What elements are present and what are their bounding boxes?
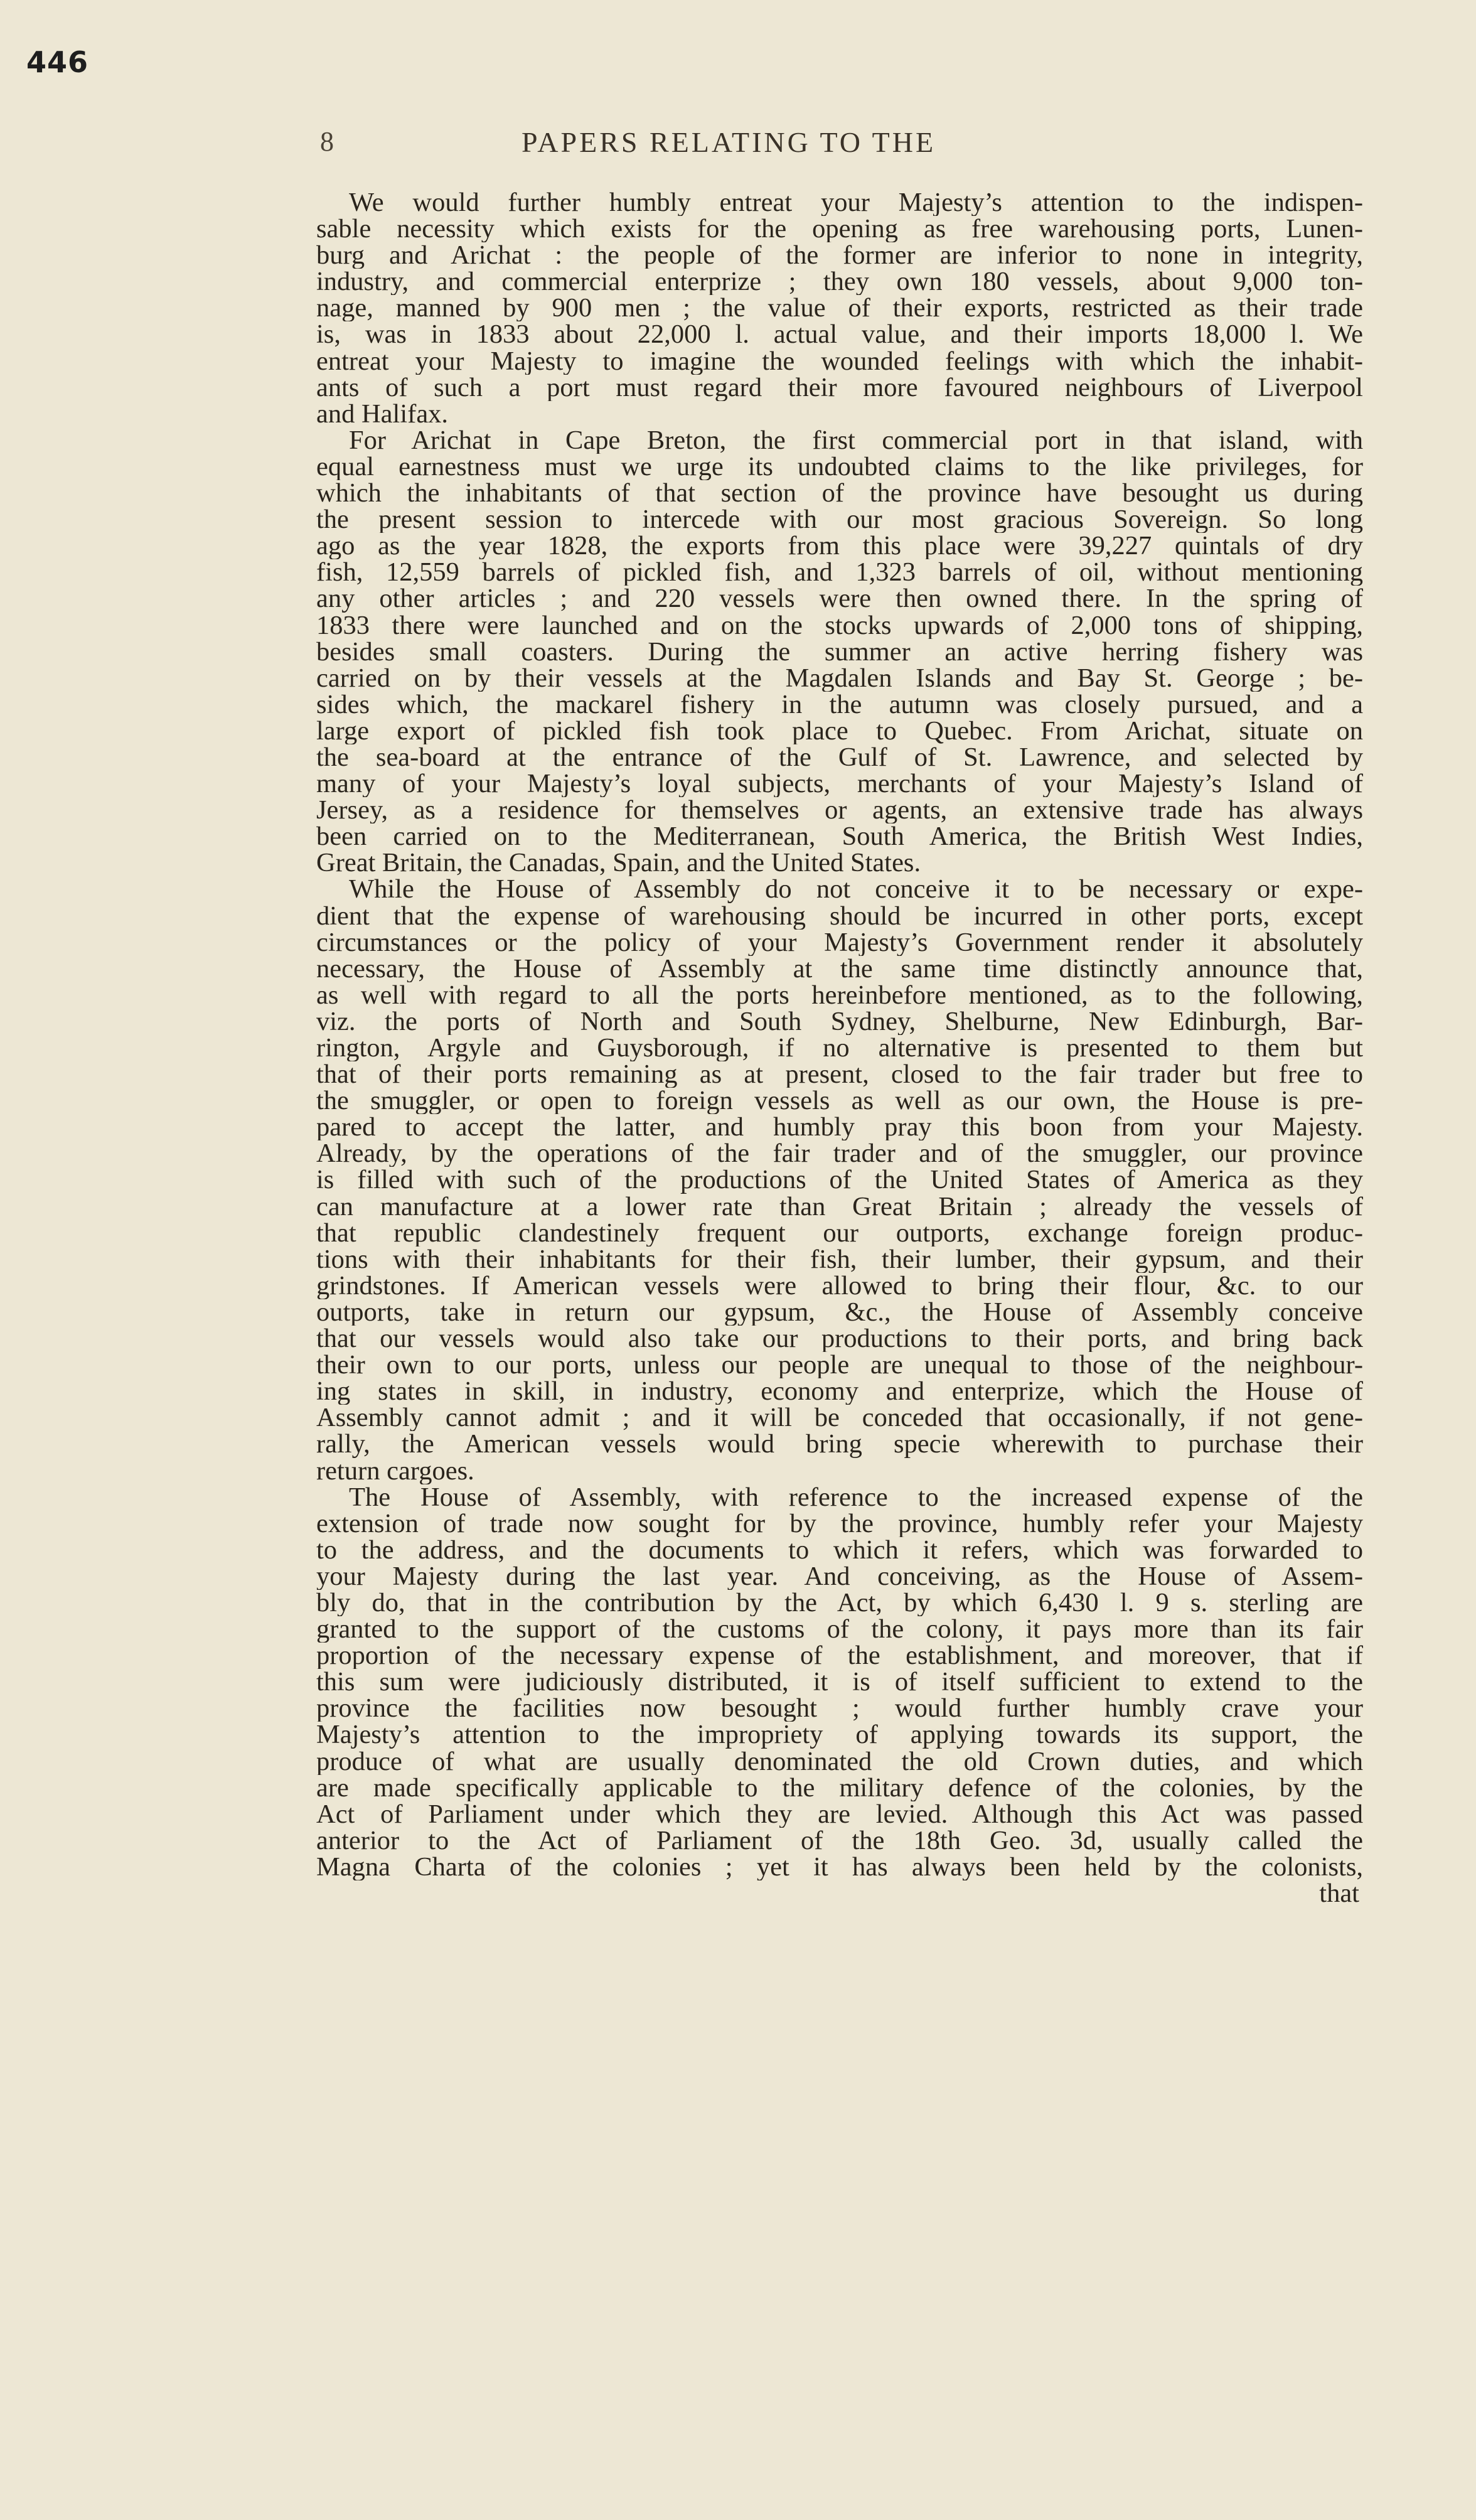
text-line: burg and Arichat : the people of the former are inferior to none in integrity, bbox=[316, 242, 1363, 269]
text-line: Act of Parliament under which they are levied. Although this Act was passed bbox=[316, 1801, 1363, 1828]
text-line: is filled with such of the productions of the United States of America as they bbox=[316, 1167, 1363, 1194]
text-line: Majesty’s attention to the impropriety of applying towards its support, the bbox=[316, 1722, 1363, 1749]
text-line: Jersey, as a residence for themselves or agents, an extensive trade has always bbox=[316, 797, 1363, 824]
text-line: extension of trade now sought for by the province, humbly refer your Majesty bbox=[316, 1510, 1363, 1537]
text-line: that our vessels would also take our productions to their ports, and bring back bbox=[316, 1326, 1363, 1353]
text-line: granted to the support of the customs of the colony, it pays more than its fair bbox=[316, 1616, 1363, 1643]
catchword: that bbox=[1319, 1879, 1359, 1908]
text-line: large export of pickled fish took place to Quebec. From Arichat, situate on bbox=[316, 717, 1363, 744]
text-line: Magna Charta of the colonies ; yet it has always been held by the colonists, bbox=[316, 1853, 1363, 1880]
text-line: the smuggler, or open to foreign vessels as well as our own, the House is pre- bbox=[316, 1088, 1363, 1115]
running-head bbox=[316, 126, 1141, 163]
text-line: produce of what are usually denominated the old Crown duties, and which bbox=[316, 1748, 1363, 1775]
text-line: rington, Argyle and Guysborough, if no alternative is presented to them but bbox=[316, 1035, 1363, 1062]
text-line: besides small coasters. During the summer an active herring fishery was bbox=[316, 638, 1363, 665]
text-line: Assembly cannot admit ; and it will be conceded that occasionally, if not gene- bbox=[316, 1405, 1363, 1432]
text-line: rally, the American vessels would bring specie wherewith to purchase their bbox=[316, 1431, 1363, 1458]
text-line: industry, and commercial enterprize ; they own 180 vessels, about 9,000 ton- bbox=[316, 269, 1363, 296]
body-text bbox=[316, 190, 1363, 1907]
text-line: their own to our ports, unless our people are unequal to those of the neighbour- bbox=[316, 1352, 1363, 1379]
running-title: PAPERS RELATING TO THE bbox=[521, 126, 936, 158]
text-line: ing states in skill, in industry, economy and enterprize, which the House of bbox=[316, 1378, 1363, 1405]
text-line: equal earnestness must we urge its undoubted claims to the like privileges, for bbox=[316, 453, 1363, 481]
text-line: province the facilities now besought ; would further humbly crave your bbox=[316, 1695, 1363, 1722]
text-line: bly do, that in the contribution by the Act, by which 6,430 l. 9 s. sterling are bbox=[316, 1589, 1363, 1617]
text-line: For Arichat in Cape Breton, the first commercial port in that island, with bbox=[349, 427, 1363, 454]
text-line: return cargoes. bbox=[316, 1457, 474, 1484]
text-line: ago as the year 1828, the exports from this place were 39,227 quintals of dry bbox=[316, 533, 1363, 560]
text-line: circumstances or the policy of your Majesty’s Government render it absolutely bbox=[316, 929, 1363, 956]
text-line: tions with their inhabitants for their fish, their lumber, their gypsum, and their bbox=[316, 1246, 1363, 1273]
text-line: this sum were judiciously distributed, it is of itself sufficient to extend to the bbox=[316, 1669, 1363, 1696]
text-line: is, was in 1833 about 22,000 l. actual value, and their imports 18,000 l. We bbox=[316, 321, 1363, 348]
text-line: viz. the ports of North and South Sydney, Shelburne, New Edinburgh, Bar- bbox=[316, 1008, 1363, 1035]
text-line: your Majesty during the last year. And conceiving, as the House of Assem- bbox=[316, 1563, 1363, 1590]
text-line: as well with regard to all the ports hereinbefore mentioned, as to the following, bbox=[316, 982, 1363, 1009]
text-line: We would further humbly entreat your Majesty’s attention to the indispen- bbox=[349, 190, 1363, 217]
text-line: any other articles ; and 220 vessels were then owned there. In the spring of bbox=[316, 586, 1363, 613]
text-line: necessary, the House of Assembly at the same time distinctly announce that, bbox=[316, 955, 1363, 982]
text-line: many of your Majesty’s loyal subjects, merchants of your Majesty’s Island of bbox=[316, 771, 1363, 798]
page-number: 8 bbox=[320, 126, 334, 157]
text-line: Already, by the operations of the fair trader and of the smuggler, our province bbox=[316, 1140, 1363, 1167]
text-line: are made specifically applicable to the military defence of the colonies, by the bbox=[316, 1774, 1363, 1801]
text-line: that republic clandestinely frequent our outports, exchange foreign produc- bbox=[316, 1220, 1363, 1247]
text-line: anterior to the Act of Parliament of the 18th Geo. 3d, usually called the bbox=[316, 1827, 1363, 1854]
text-line: grindstones. If American vessels were allowed to bring their flour, &c. to our bbox=[316, 1272, 1363, 1299]
text-line: pared to accept the latter, and humbly pray this boon from your Majesty. bbox=[316, 1114, 1363, 1141]
text-line: 1833 there were launched and on the stocks upwards of 2,000 tons of shipping, bbox=[316, 612, 1363, 639]
text-line: outports, take in return our gypsum, &c., the House of Assembly conceive bbox=[316, 1299, 1363, 1326]
text-line: The House of Assembly, with reference to the increased expense of the bbox=[349, 1484, 1363, 1511]
text-line: proportion of the necessary expense of the establishment, and moreover, that if bbox=[316, 1643, 1363, 1670]
text-line: While the House of Assembly do not conceive it to be necessary or expe- bbox=[349, 876, 1363, 903]
text-line: ants of such a port must regard their more favoured neighbours of Liverpool bbox=[316, 374, 1363, 401]
archive-page-stamp: 446 bbox=[26, 45, 89, 79]
text-line: that of their ports remaining as at present, closed to the fair trader but free to bbox=[316, 1061, 1363, 1088]
text-line: sides which, the mackarel fishery in the autumn was closely pursued, and a bbox=[316, 691, 1363, 718]
text-line: sable necessity which exists for the opening as free warehousing ports, Lunen- bbox=[316, 216, 1363, 243]
text-line: entreat your Majesty to imagine the wounded feelings with which the inhabit- bbox=[316, 348, 1363, 375]
text-line: been carried on to the Mediterranean, South America, the British West Indies, bbox=[316, 823, 1363, 850]
text-line: and Halifax. bbox=[316, 400, 449, 427]
text-line: which the inhabitants of that section of the province have besought us during bbox=[316, 480, 1363, 507]
text-line: the present session to intercede with our most gracious Sovereign. So long bbox=[316, 507, 1363, 533]
text-line: to the address, and the documents to which it refers, which was forwarded to bbox=[316, 1536, 1363, 1563]
text-line: dient that the expense of warehousing should be incurred in other ports, except bbox=[316, 903, 1363, 930]
text-line: can manufacture at a lower rate than Great Britain ; already the vessels of bbox=[316, 1193, 1363, 1220]
text-line: the sea-board at the entrance of the Gulf of St. Lawrence, and selected by bbox=[316, 744, 1363, 771]
text-line: fish, 12,559 barrels of pickled fish, and 1,323 barrels of oil, without mentioning bbox=[316, 559, 1363, 586]
text-line: Great Britain, the Canadas, Spain, and the United States. bbox=[316, 850, 921, 877]
text-line: carried on by their vessels at the Magdalen Islands and Bay St. George ; be- bbox=[316, 665, 1363, 692]
text-line: nage, manned by 900 men ; the value of their exports, restricted as their trade bbox=[316, 295, 1363, 322]
